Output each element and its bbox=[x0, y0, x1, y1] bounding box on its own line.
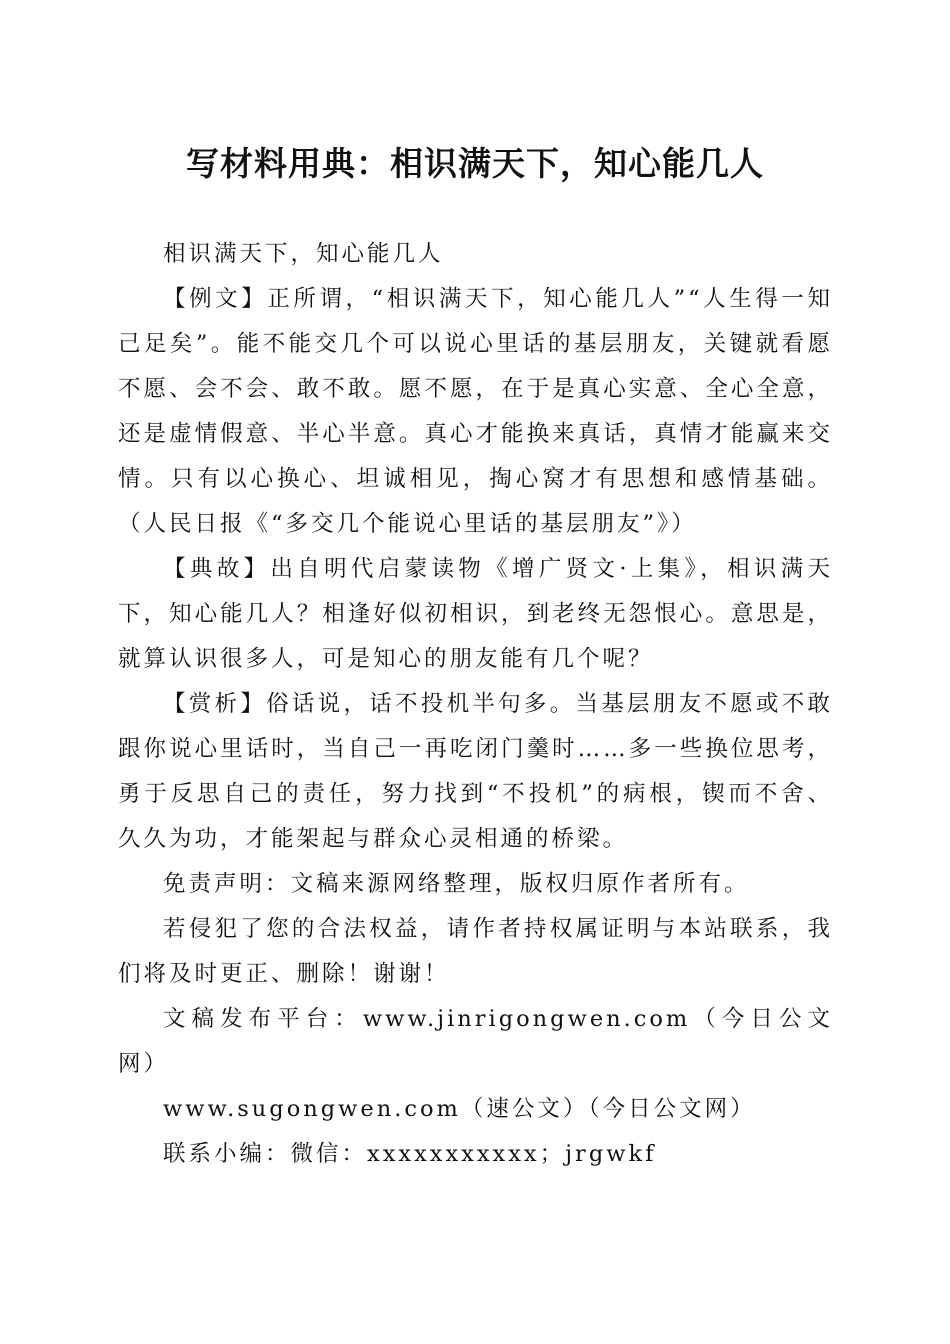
disclaimer-paragraph: 免责声明：文稿来源网络整理，版权归原作者所有。 bbox=[163, 871, 750, 897]
site-paragraph: www.sugongwen.com（速公文）（今日公文网） bbox=[163, 1096, 756, 1122]
example-paragraph: 【例文】正所谓，“相识满天下，知心能几人”“人生得一知己足矣”。能不能交几个可以说心里话的基层朋友，关键就看愿不愿、会不会、敢不敢。愿不愿，在于是真心实意、全心全意，还是虚情假意、半心半意。真心才能换来真话，真情才能赢来交情。只有以心换心、坦诚相见，掏心窝才有思想和感情基础。（人民日报《“多交几个能说心里话的基层朋友”》） bbox=[118, 286, 833, 537]
platform-paragraph: 文稿发布平台：www.jinrigongwen.com（今日公文网） bbox=[118, 1006, 833, 1077]
document-body bbox=[118, 232, 833, 1177]
appreciation-paragraph: 【赏析】俗话说，话不投机半句多。当基层朋友不愿或不敢跟你说心里话时，当自己一再吃闭门羹时……多一些换位思考，勇于反思自己的责任，努力找到“不投机”的病根，锲而不舍、久久为功，才能架起与群众心灵相通的桥梁。 bbox=[118, 691, 833, 852]
source-paragraph: 【典故】出自明代启蒙读物《增广贤文·上集》，相识满天下，知心能几人？相逢好似初相识，到老终无怨恨心。意思是，就算认识很多人，可是知心的朋友能有几个呢？ bbox=[118, 556, 833, 672]
infringement-paragraph: 若侵犯了您的合法权益，请作者持权属证明与本站联系，我们将及时更正、删除！谢谢！ bbox=[118, 916, 833, 987]
contact-paragraph: 联系小编：微信：xxxxxxxxxxx；jrgwkf bbox=[163, 1141, 657, 1167]
subtitle-paragraph: 相识满天下，知心能几人 bbox=[163, 241, 444, 267]
document-title: 写材料用典：相识满天下，知心能几人 bbox=[186, 144, 764, 183]
